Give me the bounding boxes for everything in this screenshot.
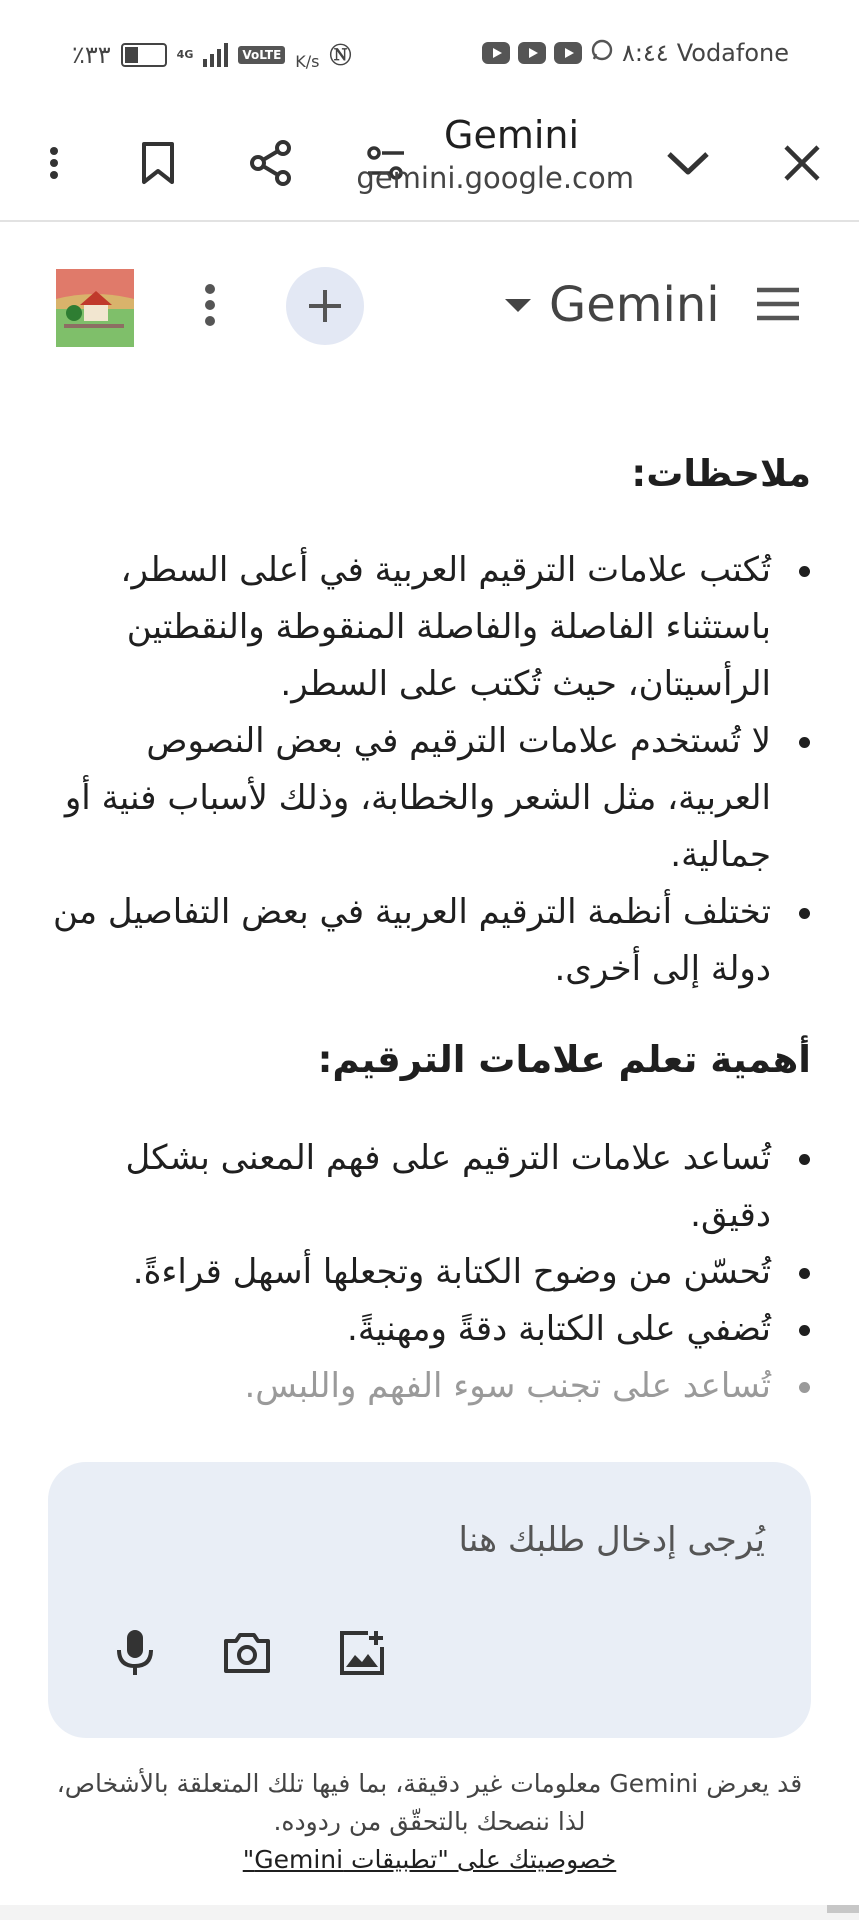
camera-icon[interactable] [219,1625,275,1681]
battery-percent: ٪٣٣ [72,40,111,69]
list-item: تُحسّن من وضوح الكتابة وتجعلها أسهل قراءةً. [81,1244,771,1301]
importance-heading: أهمية تعلم علامات الترقيم: [317,1038,811,1081]
importance-list [81,1130,819,1415]
carrier-name: Vodafone [676,39,789,67]
chat-response [0,370,859,1415]
close-icon[interactable] [774,135,830,191]
navigation-bar [0,1905,859,1920]
browser-toolbar [0,105,859,222]
add-image-icon[interactable] [334,1625,390,1681]
youtube-notification-icon [518,42,546,64]
clock: ٨:٤٤ [621,39,669,67]
caret-down-icon [505,299,531,312]
app-title: Gemini [549,277,720,333]
list-item: لا تُستخدم علامات الترقيم في بعض النصوص العربية، مثل الشعر والخطابة، وذلك لأسباب فنية أو جمالية. [41,713,771,884]
volte-icon: VoLTE [238,46,285,64]
new-chat-button[interactable] [286,267,364,345]
disclaimer [48,1765,811,1879]
page-url: gemini.google.com [356,161,634,195]
nav-handle[interactable] [827,1905,859,1913]
disclaimer-text: قد يعرض Gemini معلومات غير دقيقة، بما فيها تلك المتعلقة بالأشخاص، لذا ننصحك بالتحقّق من ردوده. [56,1769,803,1836]
status-right [482,38,789,68]
whatsapp-icon [590,38,614,68]
network-speed: K/s [295,52,320,71]
avatar[interactable] [56,269,134,347]
share-icon[interactable] [243,135,299,191]
list-item: تُضفي على الكتابة دقةً ومهنيةً. [81,1301,771,1358]
status-left [72,38,352,71]
battery-icon [121,43,167,67]
notes-heading: ملاحظات: [631,452,811,495]
list-item: تُساعد على تجنب سوء الفهم واللبس. [81,1358,771,1415]
notes-list [41,542,819,998]
prompt-input[interactable]: يُرجى إدخال طلبك هنا [458,1520,765,1560]
signal-icon [203,43,228,67]
list-item: تُكتب علامات الترقيم العربية في أعلى السطر، باستثناء الفاصلة والفاصلة المنقوطة والنقطتين الرأسيتان، حيث تُكتب على السطر. [41,542,771,713]
bookmark-icon[interactable] [130,135,186,191]
privacy-link[interactable]: خصوصيتك على "تطبيقات Gemini" [242,1845,617,1874]
youtube-notification-icon [482,42,510,64]
prompt-input-card [48,1462,811,1738]
more-vert-icon[interactable] [182,277,238,333]
chevron-down-icon[interactable] [660,135,716,191]
list-item: تختلف أنظمة الترقيم العربية في بعض التفاصيل من دولة إلى أخرى. [41,884,771,998]
nfc-icon: Ⓝ [329,44,352,69]
microphone-icon[interactable] [107,1625,163,1681]
page-title: Gemini [444,113,580,157]
model-selector[interactable] [505,277,720,333]
plus-icon [307,288,343,324]
status-bar [0,0,859,105]
list-item: تُساعد علامات الترقيم على فهم المعنى بشكل دقيق. [81,1130,771,1244]
youtube-notification-icon [554,42,582,64]
network-type: 4G [176,48,194,61]
more-options-icon[interactable] [26,135,82,191]
app-header [0,222,859,387]
menu-icon[interactable] [750,276,806,332]
